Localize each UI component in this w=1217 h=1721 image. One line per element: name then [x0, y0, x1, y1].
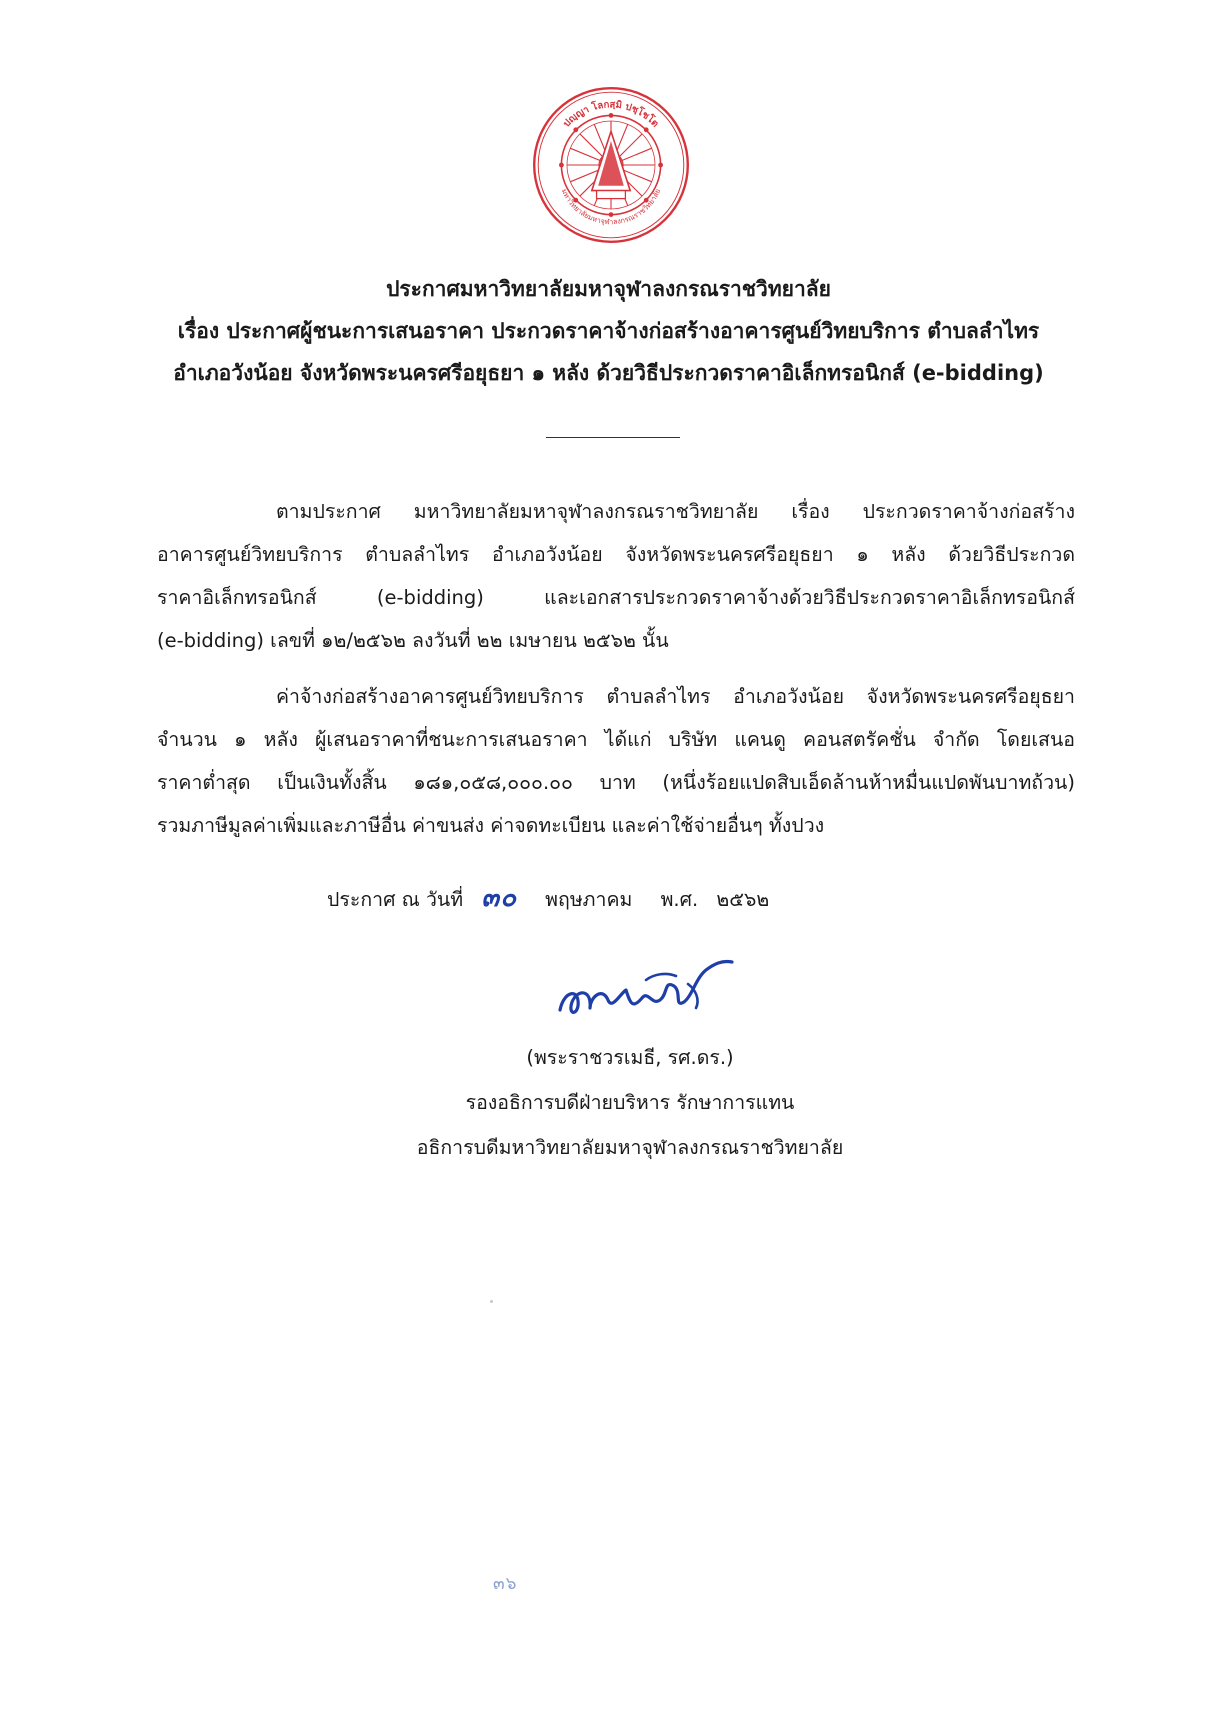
university-seal	[531, 85, 691, 245]
date-year: ๒๕๖๒	[716, 888, 770, 911]
date-label: ประกาศ ณ วันที่	[327, 888, 464, 911]
paragraph-line: ค่าจ้างก่อสร้างอาคารศูนย์วิทยบริการ ตำบลลำไทร อำเภอวังน้อย จังหวัดพระนครศรีอยุธยา	[276, 685, 1075, 708]
date-era: พ.ศ.	[660, 888, 699, 911]
paragraph-reference	[157, 490, 1075, 662]
title-divider	[546, 437, 680, 438]
seal-top-text: ปญฺญา โลกสฺมิ ปชฺโชโต	[561, 99, 661, 130]
paragraph-line: ราคาต่ำสุด เป็นเงินทั้งสิ้น ๑๘๑,๐๕๘,๐๐๐.๐๐ บาท (หนึ่งร้อยแปดสิบเอ็ดล้านห้าหมื่นแปดพันบาทถ้วน)	[157, 771, 1075, 794]
paragraph-line: (e-bidding) เลขที่ ๑๒/๒๕๖๒ ลงวันที่ ๒๒ เมษายน ๒๕๖๒ นั้น	[157, 629, 669, 652]
paragraph-line: อาคารศูนย์วิทยบริการ ตำบลลำไทร อำเภอวังน้อย จังหวัดพระนครศรีอยุธยา ๑ หลัง ด้วยวิธีประกวด	[157, 543, 1075, 566]
announcement-date	[327, 877, 769, 921]
paragraph-winner	[157, 675, 1075, 847]
title-line-2: เรื่อง ประกาศผู้ชนะการเสนอราคา ประกวดราคาจ้างก่อสร้างอาคารศูนย์วิทยบริการ ตำบลลำไทร	[177, 319, 1040, 343]
handwritten-signature	[550, 950, 750, 1030]
title-line-3: อำเภอวังน้อย จังหวัดพระนครศรีอยุธยา ๑ หลัง ด้วยวิธีประกวดราคาอิเล็กทรอนิกส์ (e-bidding)	[173, 361, 1044, 385]
paragraph-line: ราคาอิเล็กทรอนิกส์ (e-bidding) และเอกสารประกวดราคาจ้างด้วยวิธีประกวดราคาอิเล็กทรอนิกส์	[157, 586, 1075, 609]
paragraph-line: ตามประกาศ มหาวิทยาลัยมหาจุฬาลงกรณราชวิทยาลัย เรื่อง ประกวดราคาจ้างก่อสร้าง	[276, 500, 1075, 523]
title-line-1: ประกาศมหาวิทยาลัยมหาจุฬาลงกรณราชวิทยาลัย	[386, 277, 831, 301]
signatory-block	[390, 1035, 870, 1170]
date-month: พฤษภาคม	[545, 888, 633, 911]
paragraph-line: รวมภาษีมูลค่าเพิ่มและภาษีอื่น ค่าขนส่ง ค่าจดทะเบียน และค่าใช้จ่ายอื่นๆ ทั้งปวง	[157, 814, 825, 837]
announcement-title	[60, 268, 1157, 394]
page-number: ๓๖	[493, 1574, 518, 1594]
scan-speck	[490, 1300, 493, 1303]
seal-bottom-text: มหาวิทยาลัยมหาจุฬาลงกรณราชวิทยาลัย	[559, 187, 663, 227]
paragraph-line: จำนวน ๑ หลัง ผู้เสนอราคาที่ชนะการเสนอราคา ได้แก่ บริษัท แคนดู คอนสตรัคชั่น จำกัด โดยเสนอ	[157, 728, 1075, 751]
signatory-name: (พระราชวรเมธี, รศ.ดร.)	[526, 1046, 734, 1069]
signatory-position: รองอธิการบดีฝ่ายบริหาร รักษาการแทน	[465, 1091, 795, 1114]
signatory-organization: อธิการบดีมหาวิทยาลัยมหาจุฬาลงกรณราชวิทยาลัย	[416, 1136, 844, 1159]
date-day-handwritten: ๓๐	[481, 883, 517, 913]
